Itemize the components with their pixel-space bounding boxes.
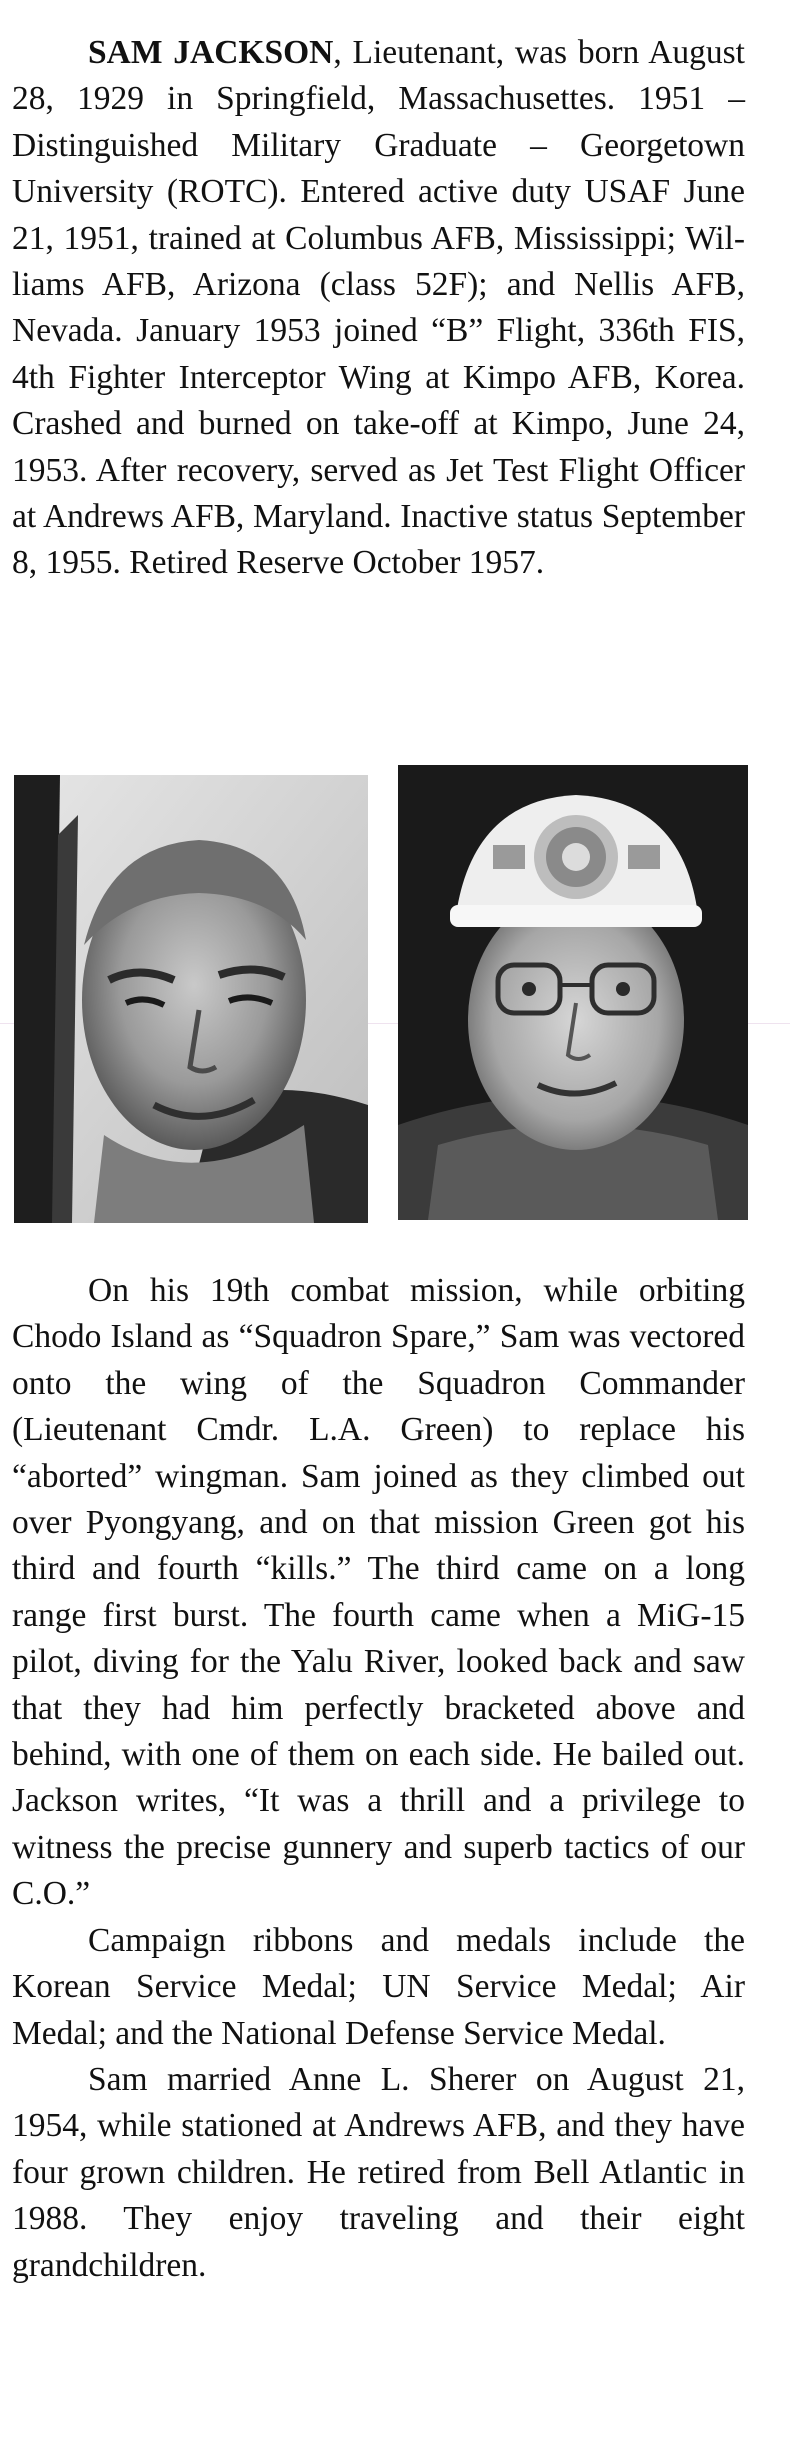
subject-name: SAM JACKSON	[88, 34, 334, 71]
family-paragraph: Sam married Anne L. Sherer on August 21, 1954, while stationed at Andrews AFB, and they have four grown children. He retired from Bell Atlantic in 1988. They enjoy traveling and their eight grandchildren.	[12, 2060, 745, 2284]
mission-paragraph: On his 19th combat mission, while orbiting Chodo Island as “Squadron Spare,” Sam was vectored onto the wing of the Squadron Commander (Lieutenant Cmdr. L.A. Green) to replace his “aborted” wingman. Sam joined as they climbed out over Pyongyang, and on that mission Green got his third and fourth “kills.” The third came on a long range first burst. The fourth came when a MiG-15 pilot, diving for the Yalu River, looked back and saw that they had him perfectly bracketed above and behind, with one of them on each side. He bailed out. Jackson writes, “It was a thrill and a privilege to witness the precise gunnery and superb tactics of our C.O.”	[12, 1272, 745, 1913]
older-man-photo	[398, 765, 748, 1220]
young-pilot-photo	[14, 775, 368, 1223]
intro-paragraph	[12, 30, 745, 587]
medals-paragraph: Campaign ribbons and medals include the Korean Service Medal; UN Service Medal; Air Medal; and the National Defense Service Medal.	[12, 1921, 745, 2052]
intro-paragraph-text: , Lieutenant, was born August 28, 1929 in Springfield, Massachusettes. 1951 – Distinguished Military Graduate – Georgetown University (ROTC). Entered active duty USAF June 21, 1951, trained at Columbus AFB, Mississippi; Williams AFB, Arizona (class 52F); and Nellis AFB, Nevada. January 1953 joined “B” Flight, 336th FIS, 4th Fighter Interceptor Wing at Kimpo AFB, Korea. Crashed and burned on take-off at Kimpo, June 24, 1953. After recovery, served as Jet Test Flight Officer at Andrews AFB, Maryland. Inactive status September 8, 1955. Retired Reserve October 1957.	[12, 34, 745, 582]
intro-text-block	[12, 30, 745, 587]
story-text-block	[12, 1268, 745, 2289]
